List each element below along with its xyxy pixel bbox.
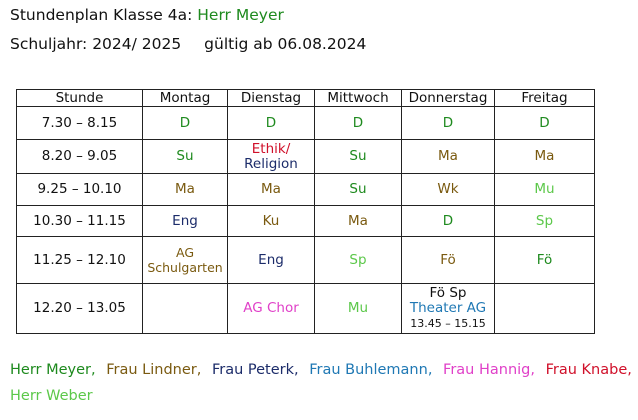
legend-knabe: Frau Knabe, (545, 362, 632, 378)
theater-ag-label: Theater AG (409, 300, 487, 316)
table-row (17, 237, 595, 284)
valid-from: gültig ab 06.08.2024 (204, 35, 367, 53)
lesson-cell: Su (315, 174, 402, 206)
lesson-cell (495, 284, 595, 334)
schulgarten-label: Schulgarten (147, 260, 223, 275)
header-row (17, 90, 595, 107)
school-year: Schuljahr: 2024/ 2025 (10, 35, 182, 53)
time-cell: 11.25 – 12.10 (17, 237, 143, 284)
col-header-stunde: Stunde (17, 90, 143, 107)
col-header-donnerstag: Donnerstag (402, 90, 495, 107)
lesson-cell: Fö (402, 237, 495, 284)
lesson-cell (143, 237, 228, 284)
col-header-mittwoch: Mittwoch (315, 90, 402, 107)
teacher-legend-line2 (10, 388, 93, 404)
ethik-label: Ethik/ (251, 140, 291, 157)
ag-label: AG (175, 245, 195, 260)
time-cell: 12.20 – 13.05 (17, 284, 143, 334)
lesson-cell: Ma (228, 174, 315, 206)
table-row (17, 140, 595, 174)
page-title (10, 6, 284, 24)
teacher-name: Herr Meyer (197, 6, 284, 24)
lesson-cell: Ma (495, 140, 595, 174)
teacher-legend (10, 362, 638, 378)
lesson-cell: Fö (495, 237, 595, 284)
time-cell: 10.30 – 11.15 (17, 206, 143, 237)
col-header-freitag: Freitag (495, 90, 595, 107)
timetable (16, 89, 595, 334)
time-cell: 7.30 – 8.15 (17, 107, 143, 140)
legend-meyer: Herr Meyer, (10, 362, 96, 378)
lesson-cell: Su (315, 140, 402, 174)
lesson-cell: Mu (315, 284, 402, 334)
lesson-cell (402, 284, 495, 334)
lesson-cell: Sp (315, 237, 402, 284)
legend-weber: Herr Weber (10, 388, 93, 404)
lesson-cell: D (315, 107, 402, 140)
lesson-cell: AG Chor (228, 284, 315, 334)
lesson-cell: Ma (402, 140, 495, 174)
table-row (17, 284, 595, 334)
col-header-dienstag: Dienstag (228, 90, 315, 107)
lesson-cell: Su (143, 140, 228, 174)
lesson-cell: Ku (228, 206, 315, 237)
lesson-cell (143, 284, 228, 334)
legend-peterk: Frau Peterk, (211, 362, 299, 378)
lesson-cell: Eng (143, 206, 228, 237)
legend-hannig: Frau Hannig, (443, 362, 535, 378)
col-header-montag: Montag (143, 90, 228, 107)
religion-label: Religion (244, 155, 298, 172)
lesson-cell: D (402, 206, 495, 237)
lesson-cell (228, 140, 315, 174)
table-row (17, 174, 595, 206)
lesson-cell: D (143, 107, 228, 140)
lesson-cell: D (402, 107, 495, 140)
lesson-cell: D (495, 107, 595, 140)
time-cell: 8.20 – 9.05 (17, 140, 143, 174)
lesson-cell: Eng (228, 237, 315, 284)
title-text: Stundenplan Klasse 4a: (10, 6, 193, 24)
school-year-line (10, 35, 366, 53)
lesson-cell: Wk (402, 174, 495, 206)
legend-buhlemann: Frau Buhlemann, (309, 362, 433, 378)
theater-ag-time: 13.45 – 15.15 (410, 317, 486, 330)
lesson-cell: Sp (495, 206, 595, 237)
legend-lindner: Frau Lindner, (106, 362, 202, 378)
time-cell: 9.25 – 10.10 (17, 174, 143, 206)
foe-sp-label: Fö Sp (429, 285, 467, 301)
table-row (17, 206, 595, 237)
lesson-cell: D (228, 107, 315, 140)
lesson-cell: Ma (315, 206, 402, 237)
lesson-cell: Ma (143, 174, 228, 206)
lesson-cell: Mu (495, 174, 595, 206)
table-row (17, 107, 595, 140)
